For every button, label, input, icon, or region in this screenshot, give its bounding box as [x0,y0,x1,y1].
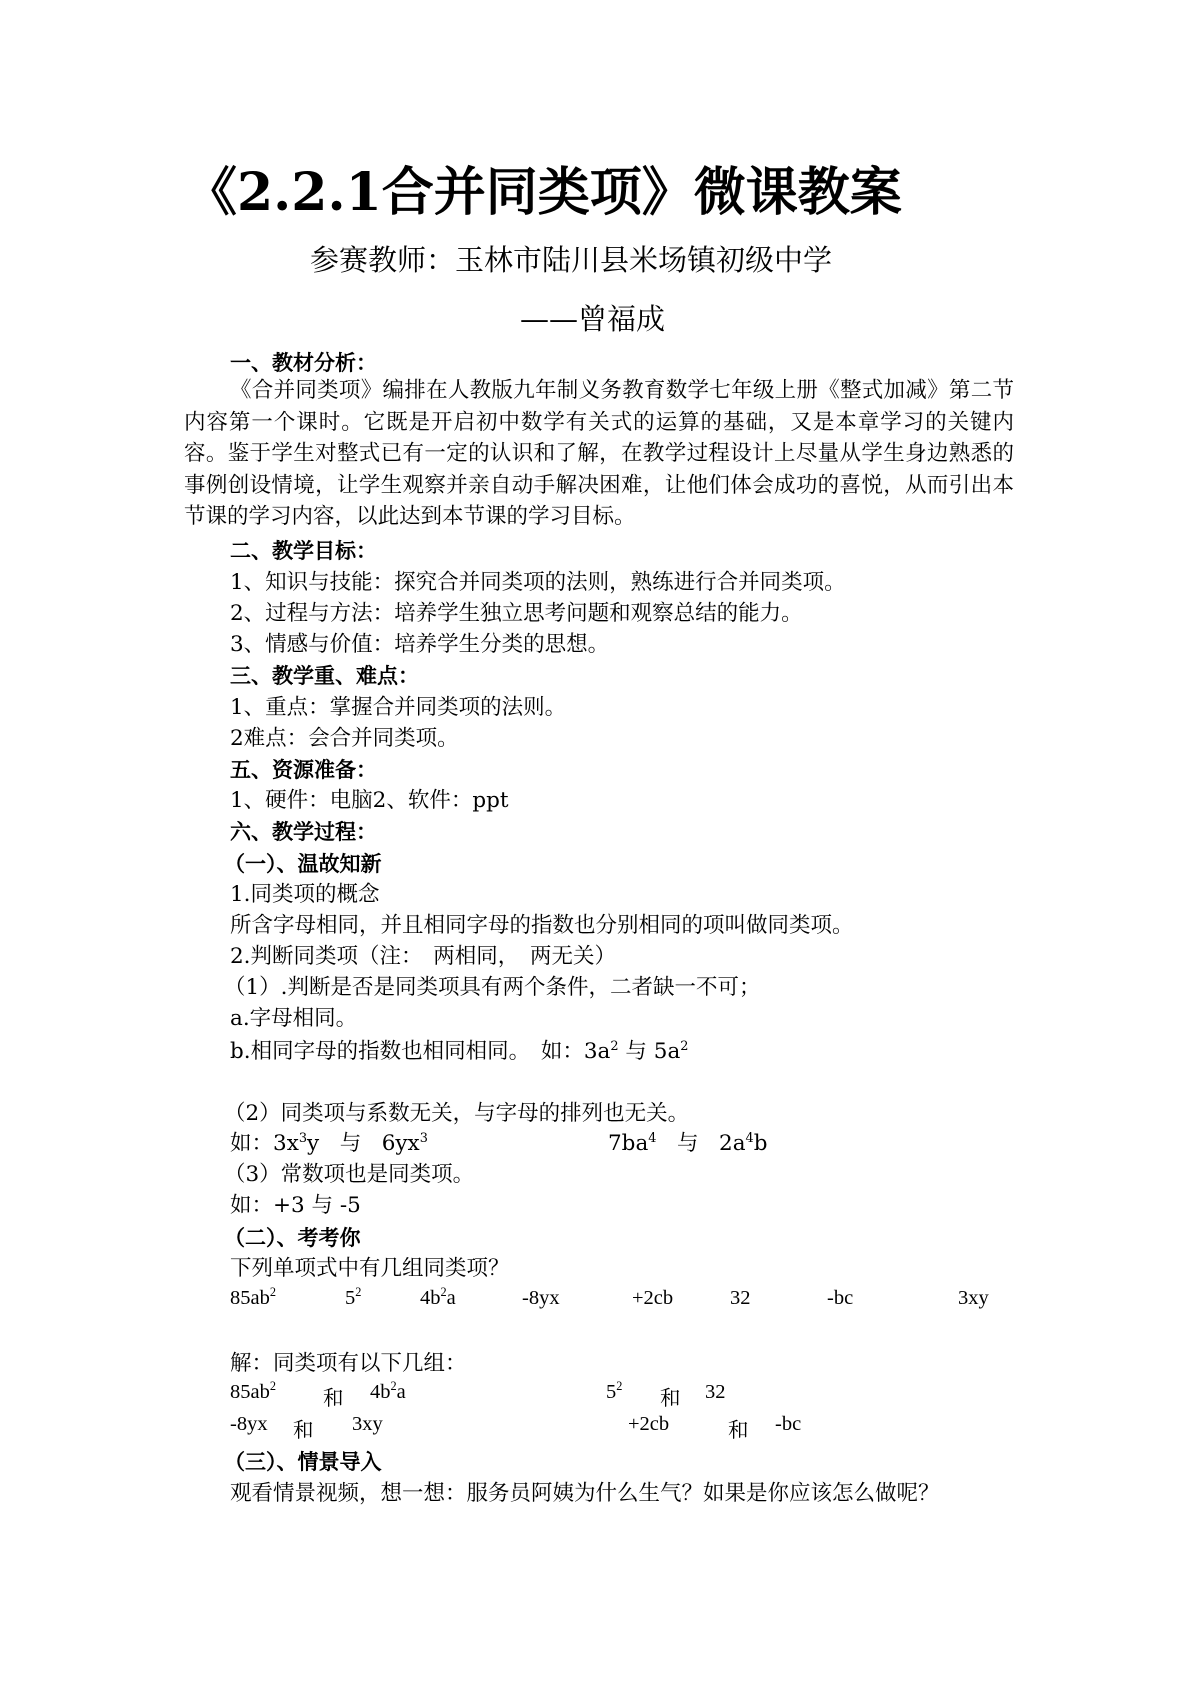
goal-item: 2、过程与方法：培养学生独立思考问题和观察总结的能力。 [230,601,803,626]
text: b.相同字母的指数也相同相同。 如： [230,1039,584,1064]
resource-item: 1、硬件：电脑2、软件：ppt [230,788,509,813]
text-line: 解：同类项有以下几组： [230,1351,467,1376]
math-term: -8yx [522,1287,560,1309]
goal-item: 1、知识与技能：探究合并同类项的法则，熟练进行合并同类项。 [230,570,846,595]
math-term: $5^2$ [345,1285,362,1309]
section-heading-goals: 二、教学目标： [230,539,377,563]
and-word: 和 [293,1420,314,1442]
math-term: $4b^2a$ [370,1379,406,1403]
text-line: （2）同类项与系数无关，与字母的排列也无关。 [224,1101,690,1126]
and-word: 和 [323,1388,344,1410]
math-term: $6yx^3$ [381,1130,428,1156]
example-line [230,1036,688,1068]
math-term: $85ab^2$ [230,1285,277,1309]
math-term: 3xy [352,1413,383,1435]
math-term: $4b^2a$ [420,1285,456,1309]
materials-paragraph: 《合并同类项》编排在人教版九年制义务教育数学七年级上册《整式加减》第二节内容第一个课时。它既是开启初中数学有关式的运算的基础，又是本章学习的关键内容。鉴于学生对整式已有一定的认识和了解，在教学过程设计上尽量从学生身边熟悉的事例创设情境，让学生观察并亲自动手解决困难，让他们体会成功的喜悦，从而引出本节课的学习内容，以此达到本节课的学习目标。 [184,378,1014,529]
subsection-heading-quiz: （二）、考考你 [224,1226,361,1250]
subsection-heading-review: （一）、温故知新 [224,852,382,876]
math-term: $2a^4b$ [719,1130,768,1156]
section-heading-keypoints: 三、教学重、难点： [230,664,419,688]
math-term: +2cb [632,1287,674,1309]
math-term: +2cb [628,1413,670,1435]
scenario-paragraph: 观看情景视频，想一想：服务员阿姨为什么生气？如果是你应该怎么做呢？ [230,1481,940,1506]
text-line: （3）常数项也是同类项。 [224,1162,475,1187]
math-term: 32 [730,1287,751,1309]
math-term: $7ba^4$ [608,1130,657,1156]
keypoint-item: 1、重点：掌握合并同类项的法则。 [230,695,567,720]
math-term: $85ab^2$ [230,1379,277,1403]
keypoint-item: 2难点：会合并同类项。 [230,726,459,751]
text: 与 [625,1039,647,1064]
text-line: 2.判断同类项（注： 两相同， 两无关） [230,944,617,969]
text-line: 如：+3 与 -5 [230,1193,361,1218]
math-term: 32 [705,1381,726,1403]
and-word: 和 [728,1420,749,1442]
example-line: $7ba^4$ 与 $2a^4b$ [608,1130,768,1156]
text-line: 1.同类项的概念 [230,882,380,907]
math-term: -bc [827,1287,854,1309]
section-heading-materials: 一、教材分析： [230,351,377,375]
text-line: 下列单项式中有几组同类项？ [230,1256,510,1281]
math-term: $3x^3y$ [273,1130,320,1156]
and-word: 和 [660,1388,681,1410]
math-term: -bc [775,1413,802,1435]
math-term: $5a^2$ [653,1038,689,1064]
math-term: $5^2$ [606,1379,623,1403]
section-heading-process: 六、教学过程： [230,820,377,844]
subtitle: 参赛教师：玉林市陆川县米场镇初级中学 [310,243,833,277]
text-line: a.字母相同。 [230,1006,358,1031]
text-line: （1）.判断是否是同类项具有两个条件，二者缺一不可； [224,975,761,1000]
math-term: 3xy [958,1287,989,1309]
math-term: $3a^2$ [583,1038,619,1064]
author: ——曾福成 [520,302,666,336]
math-term: -8yx [230,1413,268,1435]
page-title: 《2.2.1合并同类项》微课教案 [185,162,902,223]
section-heading-resources: 五、资源准备： [230,758,377,782]
goal-item: 3、情感与价值：培养学生分类的思想。 [230,632,610,657]
example-line: 如：$3x^3y$ 与 $6yx^3$ [230,1130,428,1156]
text-line: 所含字母相同，并且相同字母的指数也分别相同的项叫做同类项。 [230,913,854,938]
subsection-heading-scenario: （三）、情景导入 [224,1450,382,1474]
